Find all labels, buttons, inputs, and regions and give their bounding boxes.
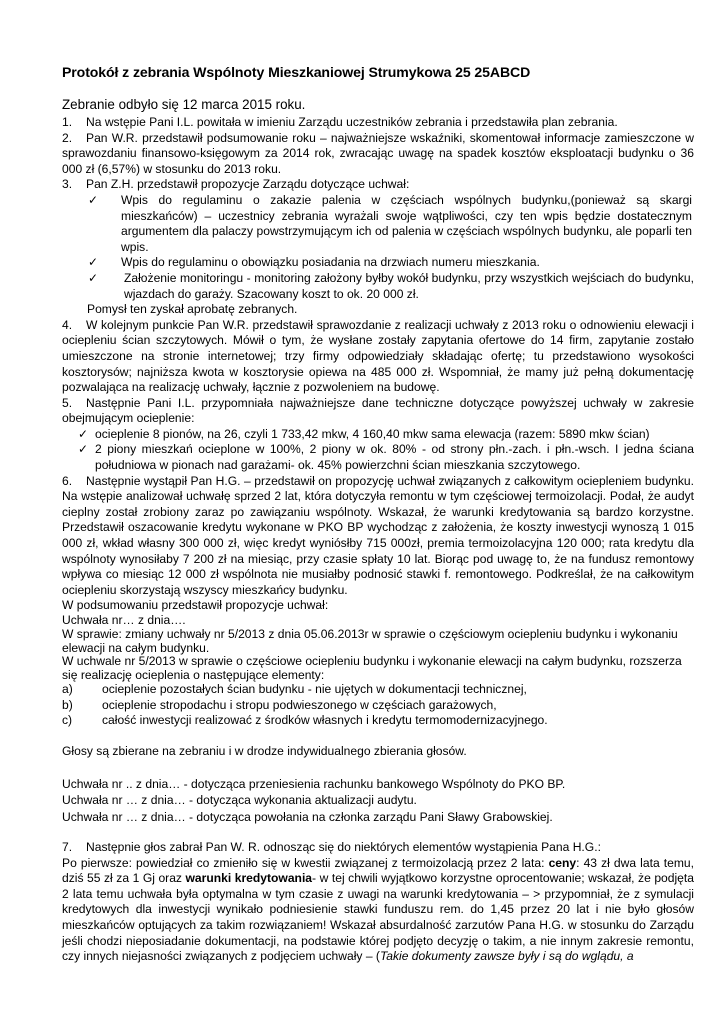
item-number: 6. <box>62 473 73 488</box>
check-item-text: Założenie monitoringu - monitoring założony byłby wokół budynku, przy wszystkich wejściach do budynku, wjazdach do garaży. Szacowany koszt to ok. 20 000 zł. <box>124 270 694 301</box>
item-text: Następnie Pani I.L. przypomniała najważniejsze dane techniczne dotyczące powyższej uchwały w zakresie obejmującym ocieplenie: <box>62 395 694 426</box>
checkmark-icon: ✓ <box>88 255 99 270</box>
spacer <box>62 760 694 776</box>
check-item-text: Wpis do regulaminu o obowiązku posiadania na drzwiach numeru mieszkania. <box>121 255 540 270</box>
item-5 <box>62 396 694 427</box>
scope-marker: c) <box>62 713 73 728</box>
bold-text: warunki kredytowania <box>185 871 313 886</box>
check-item <box>62 271 694 302</box>
item-number: 3. <box>62 177 73 192</box>
meeting-date-line: Zebranie odbyło się 12 marca 2015 roku. <box>62 97 306 112</box>
checkmark-icon: ✓ <box>78 426 89 441</box>
body-text: : 43 zł dwa lata temu, dziś 55 zł za 1 Gj oraz <box>62 855 694 886</box>
checkmark-icon: ✓ <box>88 192 99 207</box>
body-text: Po pierwsze: powiedział co zmieniło się w kwestii związanej z termoizolacją przez 2 lata: <box>62 855 545 870</box>
document-body <box>62 115 694 965</box>
item-text: Pan Z.H. przedstawił propozycje Zarządu dotyczące uchwał: <box>86 177 410 192</box>
check-item-text: ocieplenie 8 pionów, na 26, czyli 1 733,42 mkw, 4 160,40 mkw sama elewacja (razem: 5890 mkw ścian) <box>95 426 650 441</box>
item-6 <box>62 474 694 599</box>
item-7 <box>62 840 694 856</box>
item-number: 2. <box>62 130 73 145</box>
check-item <box>62 442 694 473</box>
resolution-line-1: Uchwała nr .. z dnia… - dotycząca przeniesienia rachunku bankowego Wspólnoty do PKO BP. <box>62 776 566 791</box>
spacer <box>62 825 694 840</box>
item-2 <box>62 131 694 178</box>
item-number: 5. <box>62 395 73 410</box>
resolution-summary: W podsumowaniu przedstawił propozycje uchwał: <box>62 598 329 613</box>
scope-text: całość inwestycji realizować z środków własnych i kredytu termomodernizacyjnego. <box>102 713 548 728</box>
check-item-text: Wpis do regulaminu o zakazie palenia w częściach wspólnych budynku,(ponieważ są skargi mieszkańców) – uczestnicy zebrania wyrażali swoje wątpliwości, czy ten wpis będzie dostatecznym argumentem dla palaczy powstrzymującym ich od palenia w częściach wspólnych budynku, ale poparli ten wpis. <box>121 192 692 254</box>
bold-text: ceny <box>548 855 577 870</box>
scope-item-a <box>62 682 694 698</box>
item-7-body <box>62 856 694 965</box>
item-number: 7. <box>62 840 73 854</box>
checkmark-icon: ✓ <box>78 442 89 457</box>
resolution-scope: W uchwale nr 5/2013 w sprawie o częściowe ociepleniu budynku i wykonanie elewacji na całym budynku, rozszerza się realizację ocieplenia o następujące elementy: <box>62 654 682 682</box>
scope-marker: b) <box>62 697 73 712</box>
item-text: Pan W.R. przedstawił podsumowanie roku – najważniejsze wskaźniki, skomentował informacje zamieszczone w sprawozdaniu finansowo-księgowym za 2014 rok, zwracając uwagę na spadek kosztów eksploatacji budynku o 36 000 zł (6,57%) w stosunku do 2013 roku. <box>62 130 694 176</box>
item-number: 1. <box>62 115 73 129</box>
item-1 <box>62 115 694 131</box>
spacer <box>62 729 694 744</box>
scope-item-b <box>62 698 694 714</box>
item-text: W kolejnym punkcie Pan W.R. przedstawił sprawozdanie z realizacji uchwały z 2013 roku o odnowieniu elewacji i ociepleniu ścian szczytowych. Mówił o tym, że wysłane zostały zapytania ofertowe do 14 firm, zapytanie zostało umieszczone na stronie internetowej; trzy firmy odpowiedziały składając ofertę; tu przedstawiono wysokości kosztorysów; najniższa kwota w kosztorysie opiewa na 485 000 zł. Wspomniał, że mamy już pełną dokumentację pozwalająca na realizację uchwały, łącznie z pozwoleniem na budowę. <box>62 317 694 395</box>
check-item <box>62 427 694 443</box>
item-text: Następnie głos zabrał Pan W. R. odnosząc się do niektórych elementów wystąpienia Pana H.G.: <box>86 840 601 854</box>
check-item-text: 2 piony mieszkań ocieplone w 100%, 2 piony w ok. 80% - od strony płn.-zach. i płn.-wsch. I jedna ściana południowa w pionach nad garażami- ok. 45% powierzchni ścian mieszkania szczytowego. <box>95 442 694 473</box>
check-item <box>62 193 694 255</box>
resolution-subject: W sprawie: zmiany uchwały nr 5/2013 z dnia 05.06.2013r w sprawie o częściowym ociepleniu budynku i wykonaniu elewacji na całym budynku. <box>62 627 678 655</box>
item-4 <box>62 318 694 396</box>
resolution-line-2: Uchwała nr … z dnia… - dotycząca wykonania aktualizacji audytu. <box>62 793 417 807</box>
scope-item-c <box>62 713 694 729</box>
scope-text: ocieplenie pozostałych ścian budynku - nie ujętych w dokumentacji technicznej, <box>102 682 527 697</box>
scope-text: ocieplenie stropodachu i stropu podwieszonego w częściach garażowych, <box>102 697 497 712</box>
resolution-line-3: Uchwała nr … z dnia… - dotycząca powołania na członka zarządu Pani Sławy Grabowskiej. <box>62 809 553 824</box>
check-item <box>62 255 694 271</box>
document-title: Protokół z zebrania Wspólnoty Mieszkaniowej Strumykowa 25 25ABCD <box>62 64 531 80</box>
item-3-conclusion: Pomysł ten zyskał aprobatę zebranych. <box>87 302 298 317</box>
item-text: Na wstępie Pani I.L. powitała w imieniu Zarządu uczestników zebrania i przedstawiła plan zebrania. <box>86 115 618 129</box>
item-3 <box>62 177 694 193</box>
italic-text: Takie dokumenty zawsze były i są do wglądu, a <box>379 949 634 964</box>
checkmark-icon: ✓ <box>88 270 99 285</box>
resolution-header: Uchwała nr… z dnia…. <box>62 613 186 628</box>
scope-marker: a) <box>62 682 73 697</box>
item-text: Następnie wystąpił Pan H.G. – przedstawił on propozycję uchwał związanych z całkowitym ociepleniem budynku. Na wstępie analizował uchwałę sprzed 2 lat, która dotyczyła remontu w tym częściowej termoizolacji. Podał, że audyt cieplny został zrobiony zaraz po zawiązaniu wspólnoty. Wskazał, że warunki kredytowania są bardzo korzystne. Przedstawił oszacowanie kredytu wykonane w PKO BP wychodząc z założenia, że koszty inwestycji wynoszą 1 015 000 zł, wkład własny 300 000 zł, więc kredyt wyniósłby 715 000zł, premia termoizolacyjna 120 000; rata kredytu dla wspólnoty wynosiłaby 7 200 zł na miesiąc, przy czasie spłaty 10 lat. Biorąc pod uwagę to, że na fundusz remontowy wpływa co miesiąc 12 000 zł wspólnota nie musiałby podnosić stawki f. remontowego. Podkreślał, że na całkowitym ociepleniu skorzystają wszyscy mieszkańcy budynku. <box>62 473 694 597</box>
voting-note: Głosy są zbierane na zebraniu i w drodze indywidualnego zbierania głosów. <box>62 743 467 758</box>
item-number: 4. <box>62 317 73 332</box>
body-text: - w tej chwili wyjątkowo korzystne oprocentowanie; wskazał, że podjęta 2 lata temu uchwała była optymalna w tym czasie z uwagi na warunki kredytowania – > przypomniał, że z symulacji kredytowych dla inwestycji wynikało podniesienie stawki funduszu rem. do 1,45 przez 20 lat i nie było głosów mieszkańców optujących za takim rozwiązaniem! Wskazał absurdalność zarzutów Pana H.G. w stosunku do Zarządu jeśli chodzi nieposiadanie dokumentacji, na podstawie której podjęto decyzję o takim, a nie innym zakresie remontu, czy innych niejasności związanych z podjęciem uchwały – ( <box>62 871 694 964</box>
